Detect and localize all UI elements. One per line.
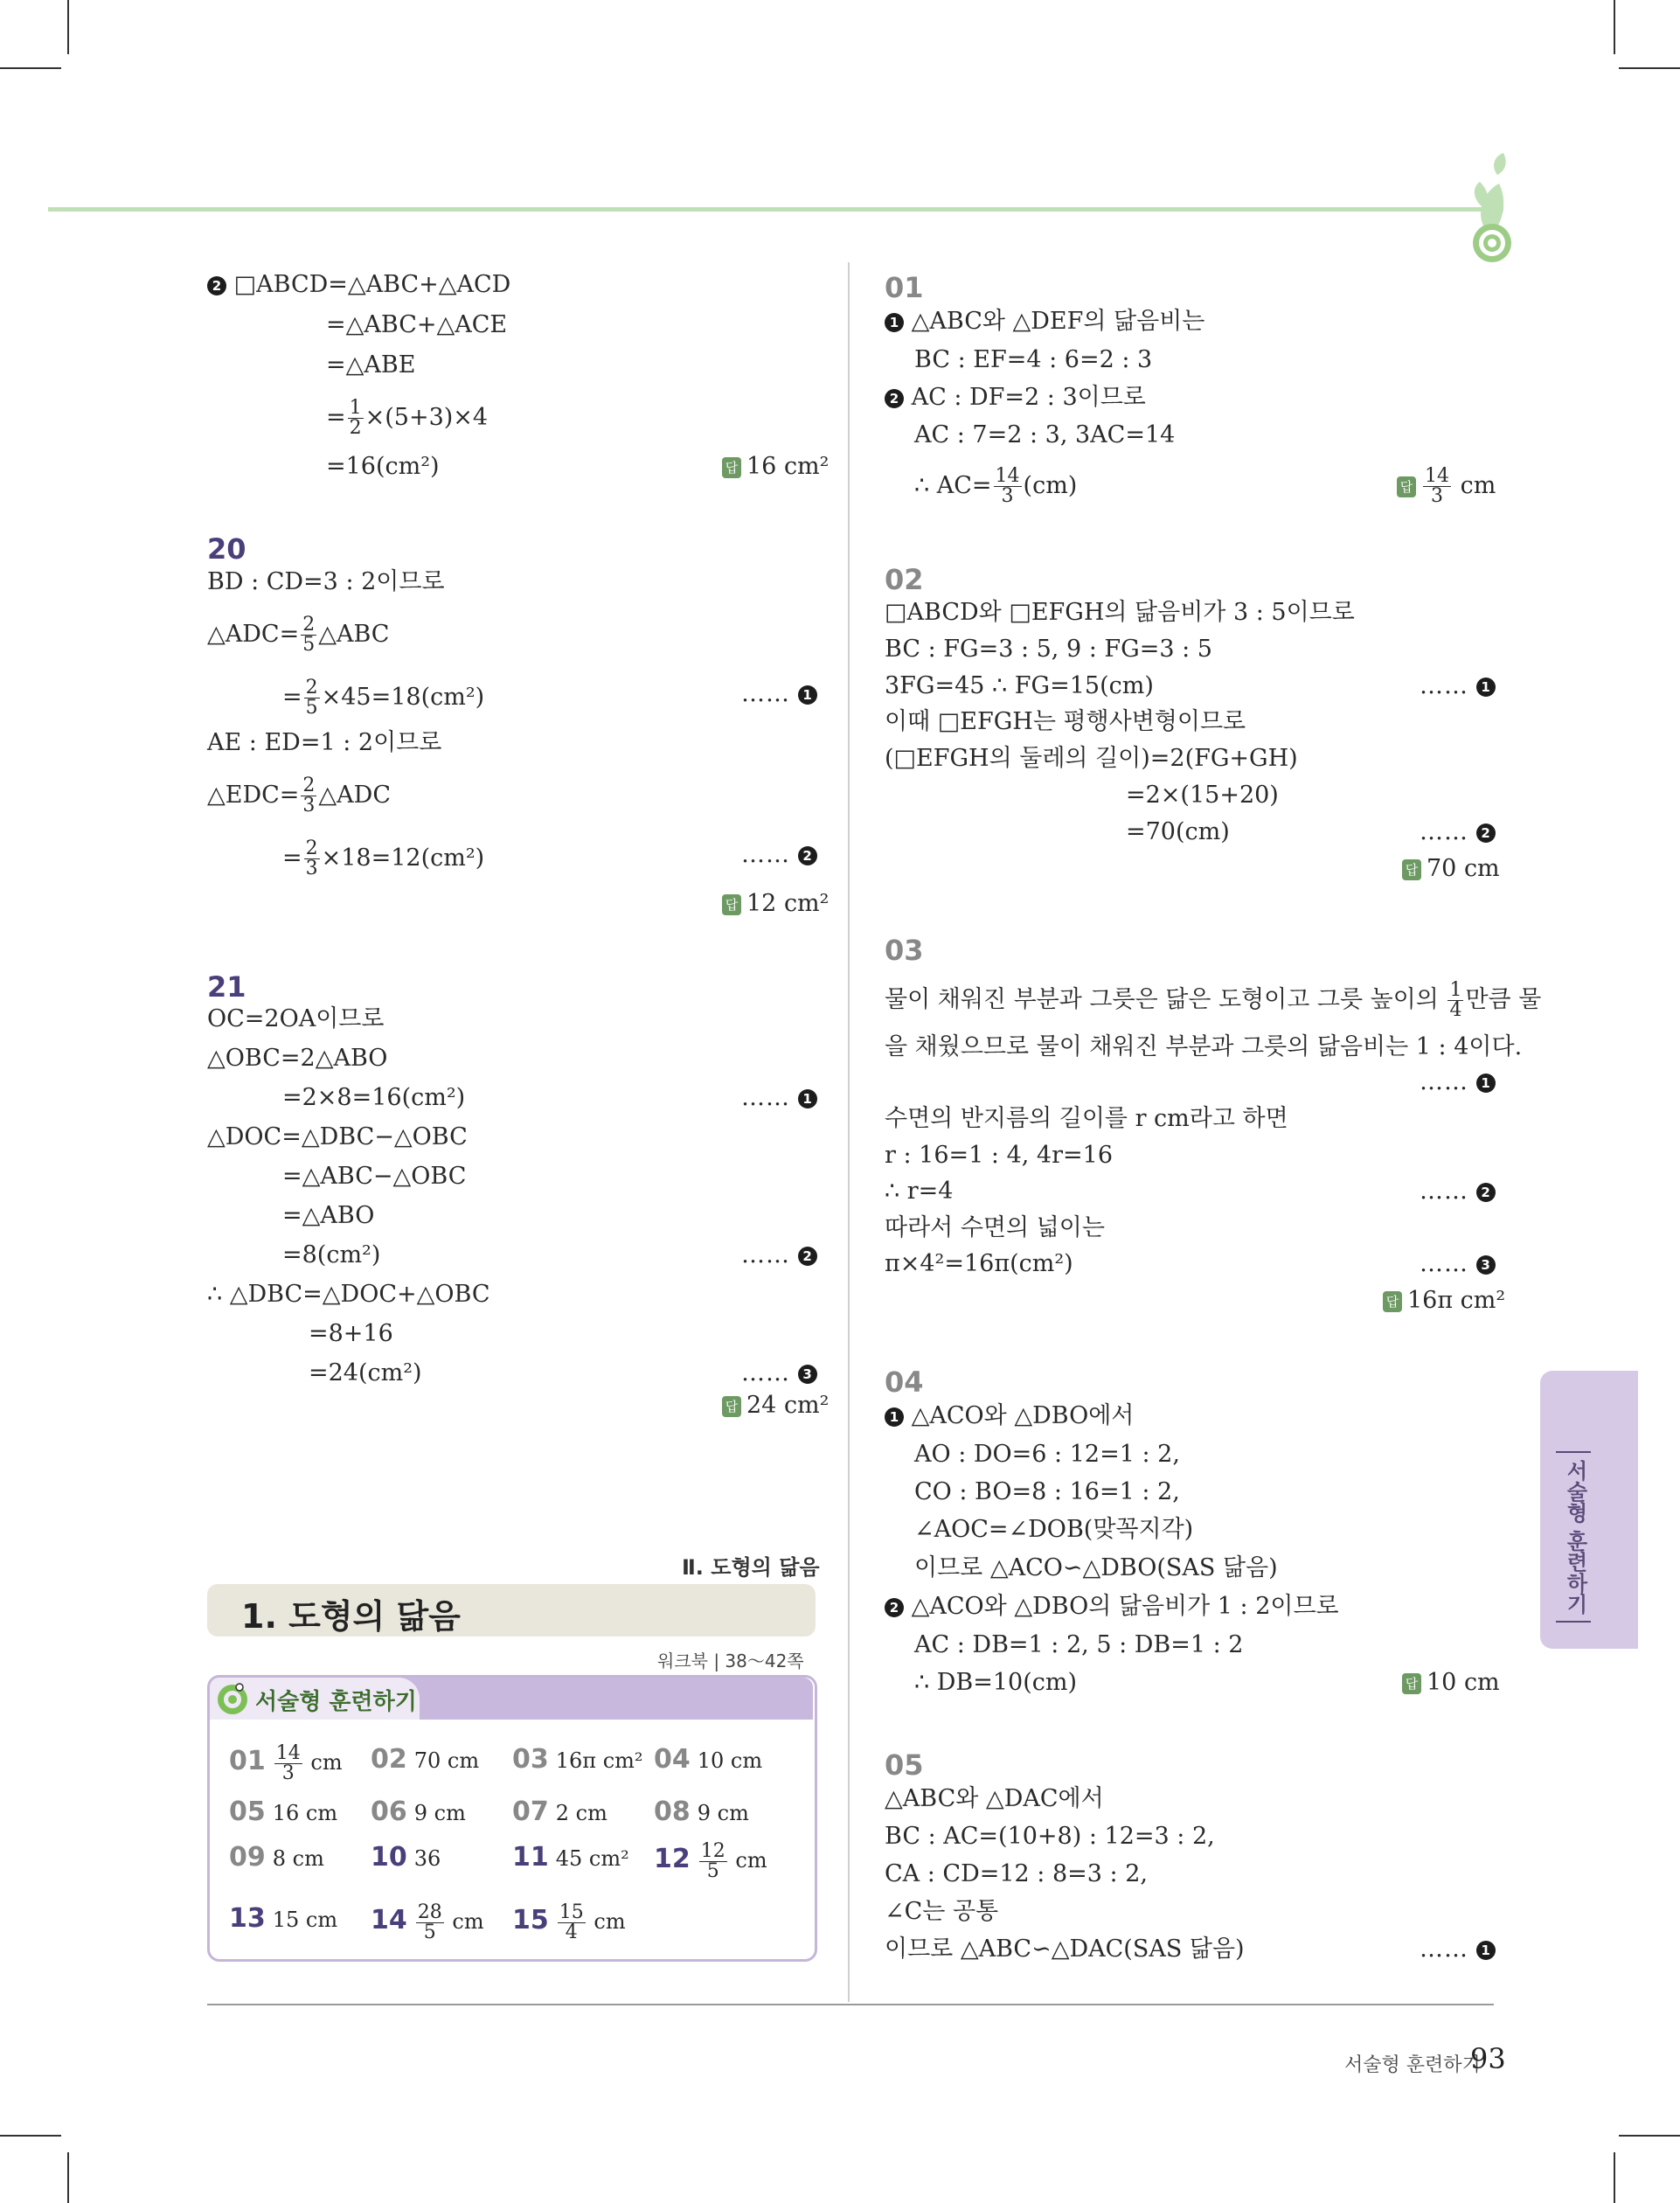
- answer-grid-number: 13: [229, 1903, 266, 1934]
- answer-grid-number: 05: [229, 1796, 266, 1827]
- chapter-label: Ⅱ. 도형의 닮음: [682, 1555, 820, 1580]
- answer-grid-item: [229, 1796, 337, 1827]
- answer-grid-value: cm: [310, 1750, 343, 1775]
- answer-grid-item: [229, 1744, 343, 1783]
- answer-grid-item: [371, 1903, 484, 1942]
- answer-grid-value: 45 cm²: [555, 1846, 629, 1871]
- leaf-logo-icon: [1455, 149, 1525, 271]
- answer-grid-item: [229, 1903, 337, 1934]
- footer-rule: [207, 2004, 1494, 2005]
- answer-grid-fraction: $\frac{14}{3}$: [275, 1742, 301, 1784]
- answer-grid-item: [371, 1842, 441, 1873]
- column-divider: [848, 262, 850, 2002]
- answer-grid-number: 14: [371, 1905, 407, 1935]
- answer-grid-value: 70 cm: [413, 1748, 480, 1773]
- answer-grid-value: 10 cm: [697, 1748, 763, 1773]
- page-number: 93: [1470, 2042, 1506, 2075]
- answer-grid-number: 09: [229, 1842, 266, 1873]
- answer-grid-item: [512, 1796, 607, 1827]
- answer-grid-number: 06: [371, 1796, 407, 1827]
- answer-box-title: 서술형 훈련하기: [255, 1689, 417, 1715]
- answer-grid-item: [371, 1796, 466, 1827]
- answer-grid-value: cm: [452, 1909, 484, 1934]
- answer-grid-number: 02: [371, 1744, 407, 1775]
- answer-grid-value: 16π cm²: [555, 1748, 643, 1773]
- answer-grid-item: [654, 1744, 762, 1775]
- section-title: 1. 도형의 닮음: [241, 1597, 461, 1636]
- answer-grid-number: 07: [512, 1796, 549, 1827]
- answer-grid-value: cm: [735, 1848, 767, 1873]
- answer-grid-fraction: $\frac{15}{4}$: [559, 1901, 584, 1943]
- answer-grid-item: [229, 1842, 324, 1873]
- chameleon-icon: [213, 1678, 250, 1717]
- answer-grid-number: 12: [654, 1844, 691, 1874]
- answer-grid-number: 11: [512, 1842, 549, 1873]
- answer-grid-item: [512, 1744, 643, 1775]
- answer-grid-number: 08: [654, 1796, 691, 1827]
- answer-grid-item: [371, 1744, 479, 1775]
- answer-grid-number: 03: [512, 1744, 549, 1775]
- answer-grid-fraction: $\frac{28}{5}$: [417, 1901, 442, 1943]
- answer-grid-number: 10: [371, 1842, 407, 1873]
- answer-grid-item: [512, 1842, 629, 1873]
- answer-grid-value: 16 cm: [272, 1801, 338, 1825]
- answer-grid-number: 04: [654, 1744, 691, 1775]
- answer-grid-value: 2 cm: [555, 1801, 607, 1825]
- answer-grid-value: 9 cm: [697, 1801, 749, 1825]
- side-tab-label: 서술형 훈련하기: [1556, 1451, 1591, 1623]
- answer-grid-value: cm: [594, 1909, 626, 1934]
- answer-grid-item: [654, 1842, 767, 1881]
- answer-badge-icon: 답: [722, 457, 741, 478]
- answer-grid-fraction: $\frac{12}{5}$: [700, 1840, 725, 1882]
- answer-grid-value: 15 cm: [272, 1908, 338, 1932]
- workbook-ref: 워크북 | 38～42쪽: [657, 1651, 804, 1671]
- circled-number: 2: [207, 276, 226, 295]
- answer-grid-item: [654, 1796, 749, 1827]
- answer-grid-value: 9 cm: [413, 1801, 466, 1825]
- footer-label: 서술형 훈련하기: [1344, 2054, 1481, 2076]
- answer-grid-value: 36: [413, 1846, 441, 1871]
- answer-grid-number: 01: [229, 1746, 266, 1776]
- answer-grid-value: 8 cm: [272, 1846, 324, 1871]
- answer-grid-number: 15: [512, 1905, 549, 1935]
- answer-grid-item: [512, 1903, 626, 1942]
- header-rule: [48, 207, 1503, 212]
